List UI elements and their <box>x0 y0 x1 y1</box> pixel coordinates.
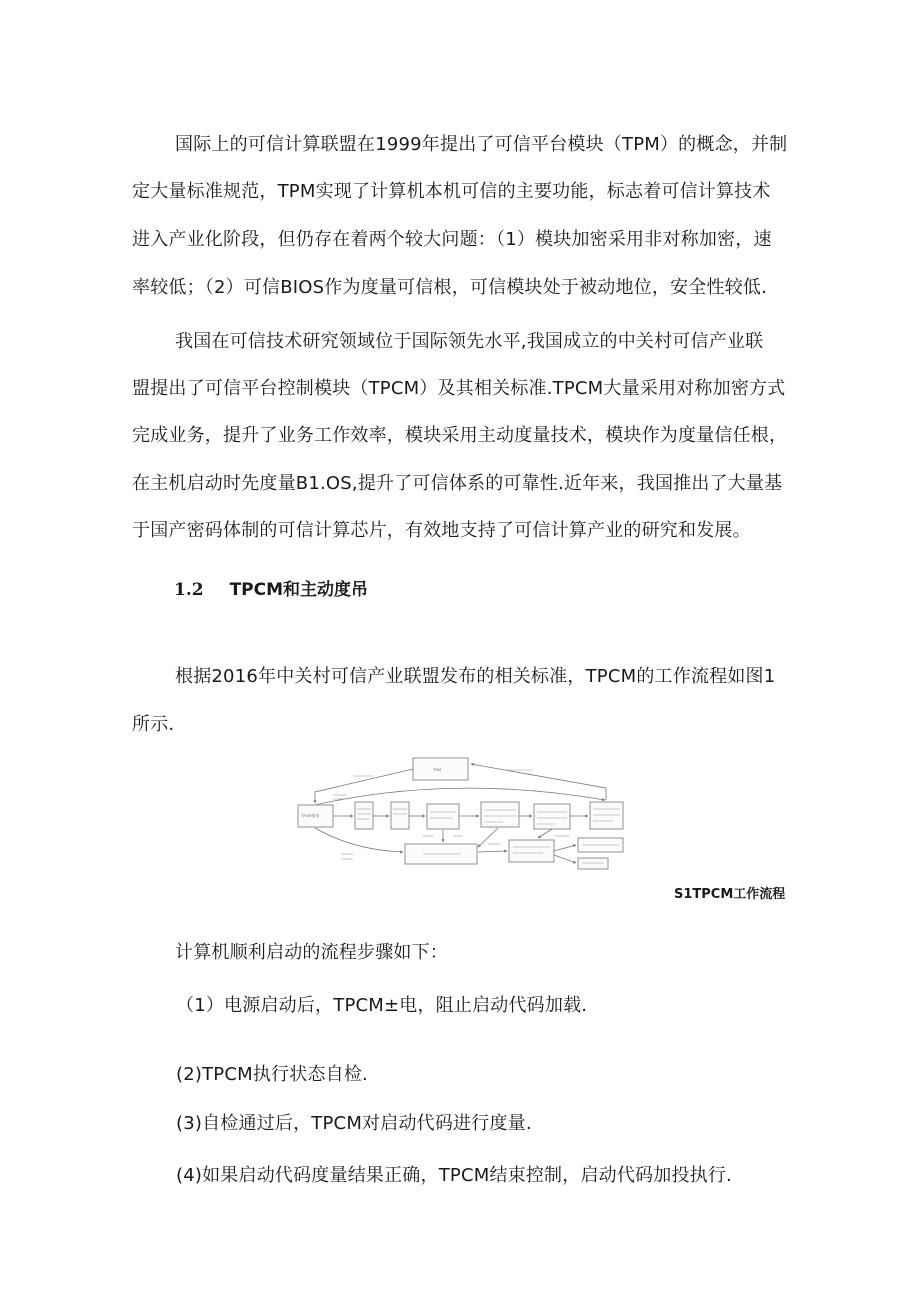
section-heading <box>174 575 368 600</box>
node-tpcm-power-label: TPCM加电 <box>301 813 320 818</box>
node-audit <box>578 858 608 869</box>
figure-caption: S1TPCM工作流程 <box>674 887 786 902</box>
node-boot-code <box>391 802 409 829</box>
paragraph-1-line-3: 进入产业化阶段，但仍存在着两个较大问题：（1）模块加密采用非对称加密，速 <box>132 229 772 250</box>
step-4: (4)如果启动代码度量结果正确，TPCM结束控制，启动代码加投执行. <box>176 1165 732 1186</box>
intro-line-2: 所示. <box>132 714 175 735</box>
paragraph-1-line-4: 率较低；（2）可信BIOS作为度量可信根，可信模块处于被动地位，安全性较低. <box>132 277 768 298</box>
section-number: 1.2 <box>174 580 204 600</box>
paragraph-2-line-1: 我国在可信技术研究领域位于国际领先水平,我国成立的中关村可信产业联 <box>175 331 764 352</box>
paragraph-2-line-5: 于国产密码体制的可信计算芯片，有效地支持了可信计算产业的研究和发展。 <box>132 520 751 541</box>
node-policy <box>509 840 554 862</box>
steps-title: 计算机顺利启动的流程步骤如下： <box>175 942 448 963</box>
node-measure-kernel <box>534 804 570 829</box>
step-2: (2)TPCM执行状态自检. <box>176 1064 368 1085</box>
step-3: (3)自检通过后，TPCM对启动代码进行度量. <box>176 1113 532 1134</box>
node-os <box>590 802 623 829</box>
step-1: （1）电源启动后，TPCM±电，阻止启动代码加载. <box>176 995 588 1016</box>
paragraph-2-line-4: 在主机启动时先度量B1.OS,提升了可信体系的可靠性.近年来，我国推出了大量基 <box>132 473 783 494</box>
node-measure-app <box>481 802 519 827</box>
workflow-diagram <box>293 752 628 880</box>
paragraph-1-line-2: 定大量标准规范，TPM实现了计算机本机可信的主要功能，标志着可信计算技术 <box>132 181 771 202</box>
paragraph-2-line-2: 盟提出了可信平台控制模块（TPCM）及其相关标准.TPCM大量采用对称加密方式 <box>132 378 786 399</box>
node-measure-os <box>427 804 459 829</box>
tpcm-workflow-figure <box>293 752 628 880</box>
paragraph-1-line-1: 国际上的可信计算联盟在1999年提出了可信平台模块（TPM）的概念，并制 <box>175 134 788 155</box>
section-title: TPCM和主动度吊 <box>229 580 369 600</box>
node-measure-boot <box>355 802 373 829</box>
intro-line-1: 根据2016年中关村可信产业联盟发布的相关标准，TPCM的工作流程如图1 <box>175 666 776 687</box>
node-tsm-label: TSM <box>433 767 442 772</box>
paragraph-2-line-3: 完成业务，提升了业务工作效率，模块采用主动度量技术，模块作为度量信任根， <box>132 425 788 446</box>
